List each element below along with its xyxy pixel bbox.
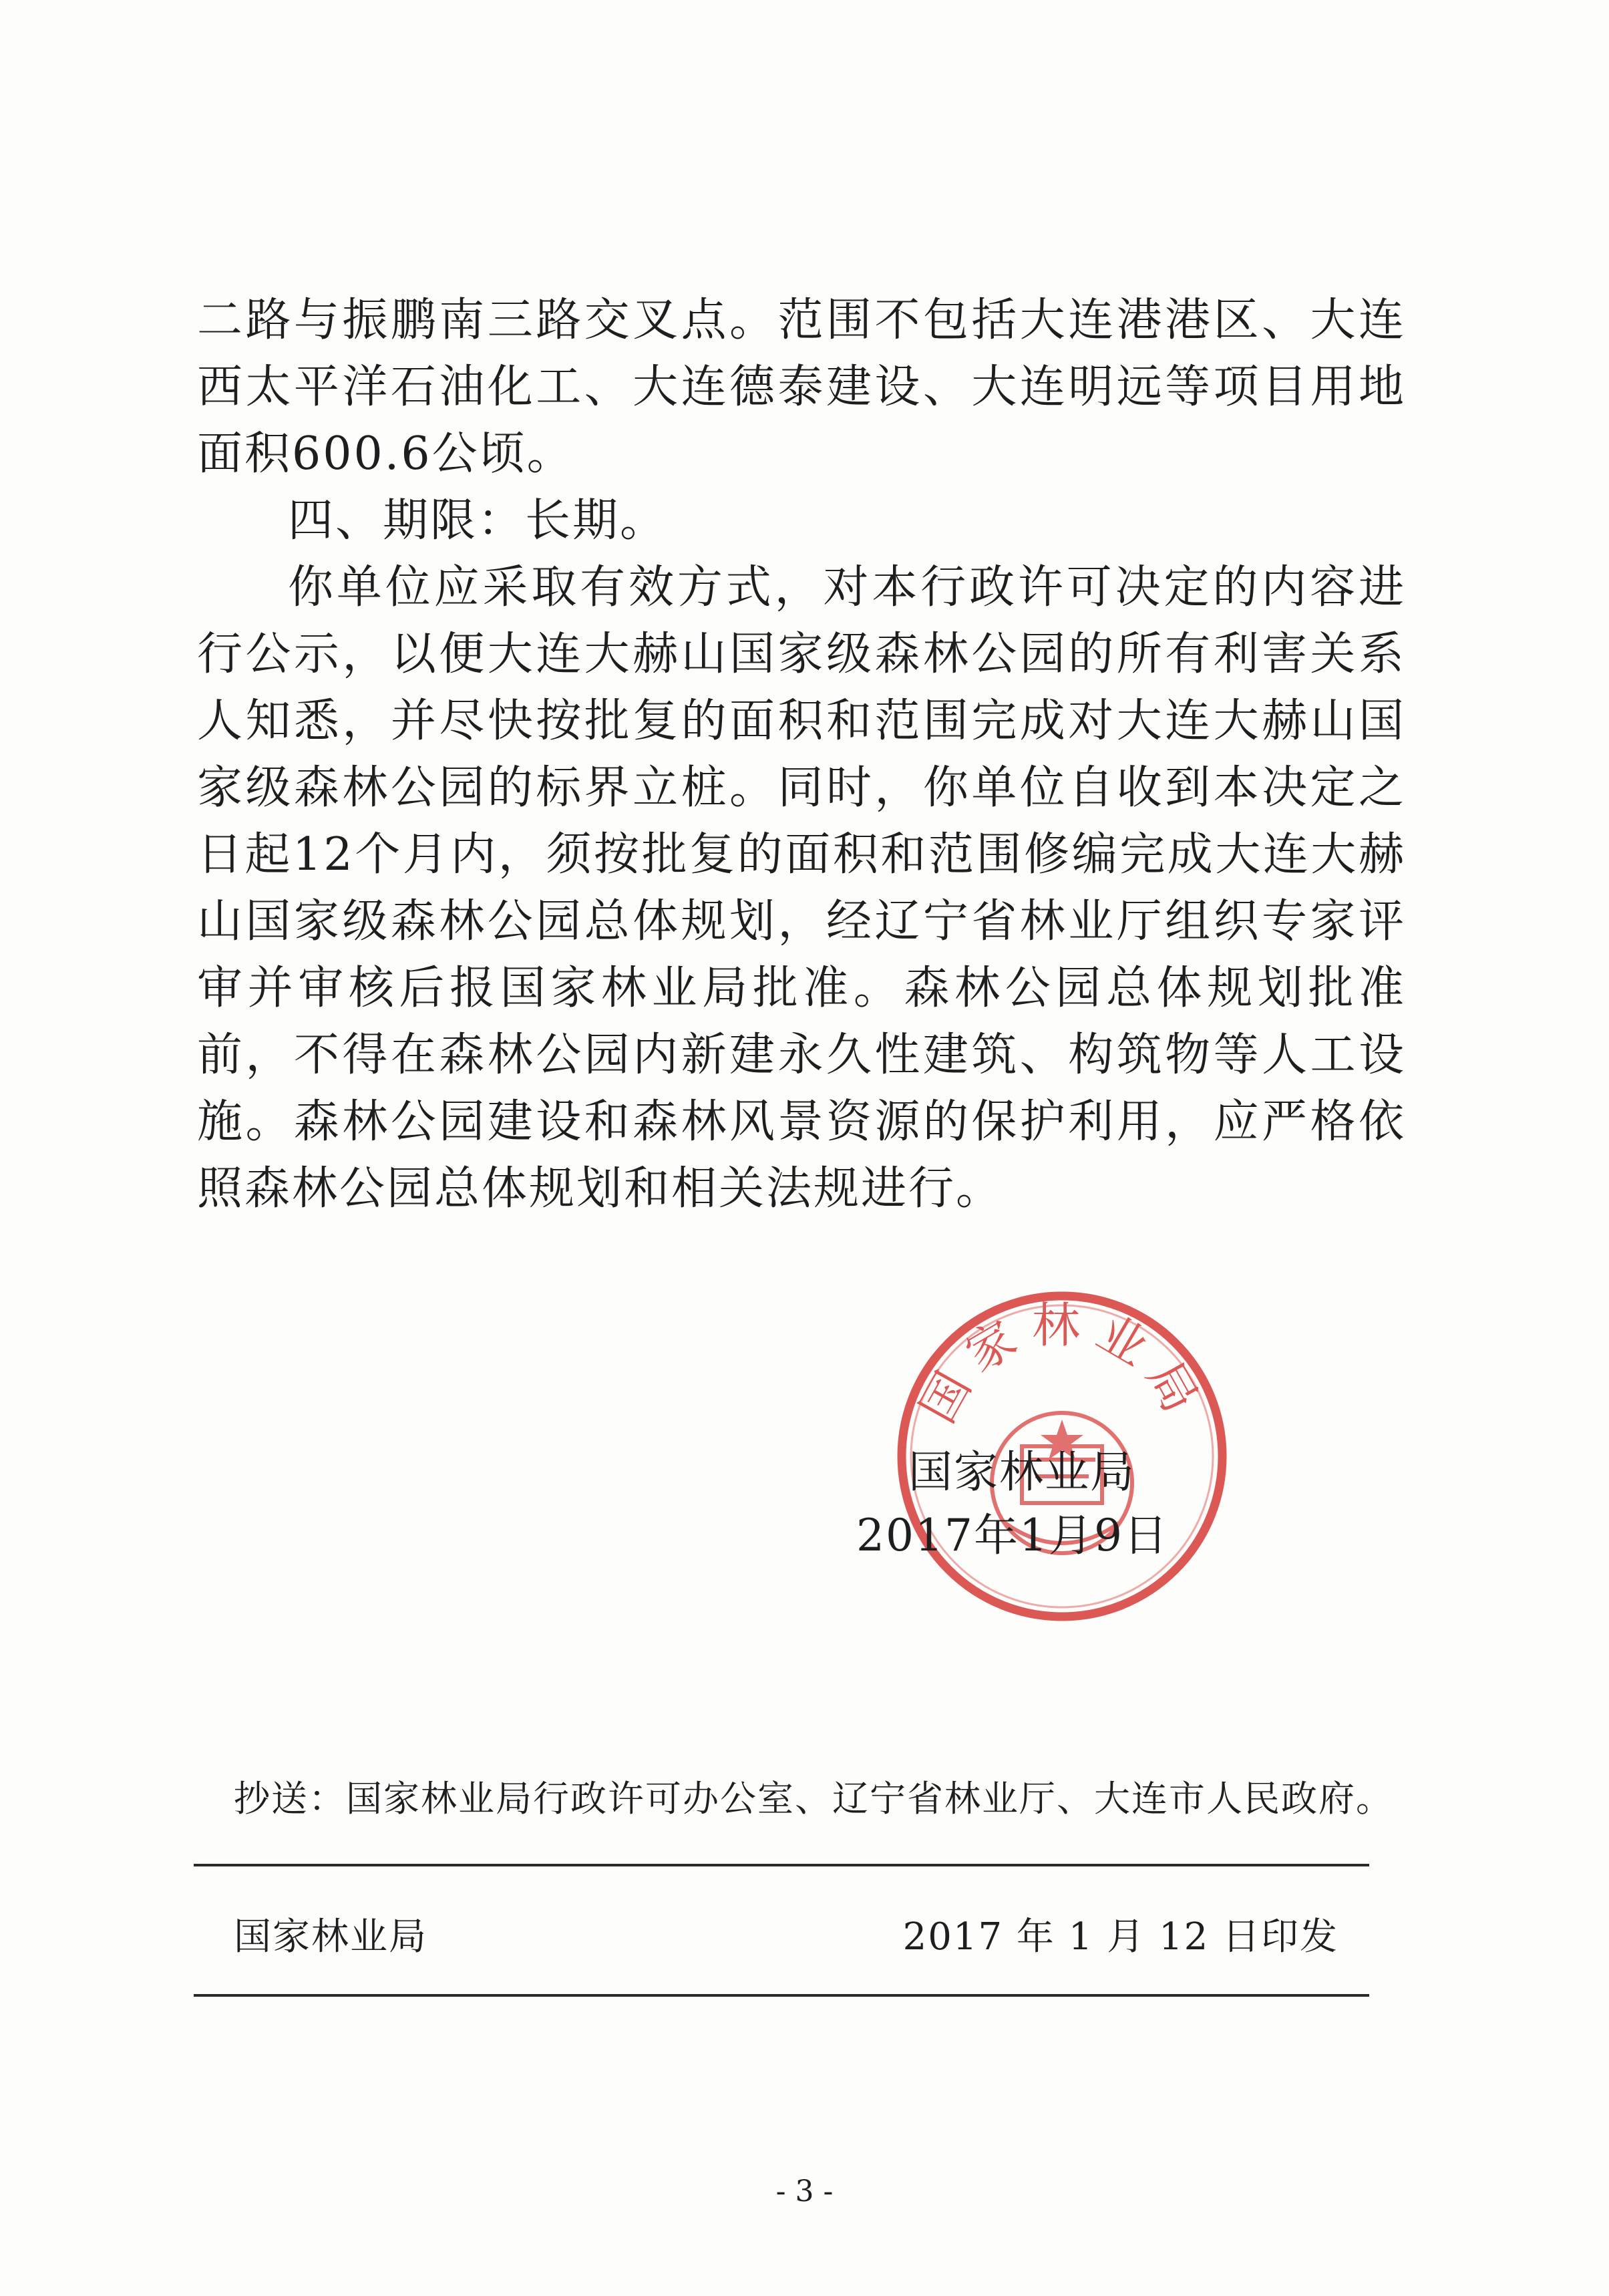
signature-organization: 国家林业局	[908, 1446, 1135, 1498]
cc-list: 抄送：国家林业局行政许可办公室、辽宁省林业厅、大连市人民政府。	[234, 1778, 1393, 1820]
seal-text: 国家林业局	[909, 1297, 1215, 1432]
issue-date: 2017 年 1 月 12 日印发	[902, 1915, 1338, 1959]
document-body	[197, 287, 1406, 1222]
signature-date: 2017年1月9日	[856, 1510, 1169, 1561]
paragraph-term: 四、期限：长期。	[288, 494, 668, 547]
footer-rule-bottom	[194, 1994, 1369, 1997]
page-number: - 3 -	[775, 2174, 834, 2208]
issuer-name: 国家林业局	[234, 1915, 427, 1959]
footer-rule-top	[194, 1864, 1369, 1866]
paragraph-scope: 二路与振鹏南三路交叉点。范围不包括大连港港区、大连西太平洋石油化工、大连德泰建设、大连明远等项目用地面积600.6公顷。	[197, 294, 1406, 480]
paragraph-requirements: 你单位应采取有效方式，对本行政许可决定的内容进行公示，以便大连大赫山国家级森林公园的所有利害关系人知悉，并尽快按批复的面积和范围完成对大连大赫山国家级森林公园的标界立桩。同时，你单位自收到本决定之日起12个月内，须按批复的面积和范围修编完成大连大赫山国家级森林公园总体规划，经辽宁省林业厅组织专家评审并审核后报国家林业局批准。森林公园总体规划批准前，不得在森林公园内新建永久性建筑、构筑物等人工设施。森林公园建设和森林风景资源的保护利用，应严格依照森林公园总体规划和相关法规进行。	[197, 561, 1406, 1215]
signature-block	[801, 1423, 1269, 1637]
